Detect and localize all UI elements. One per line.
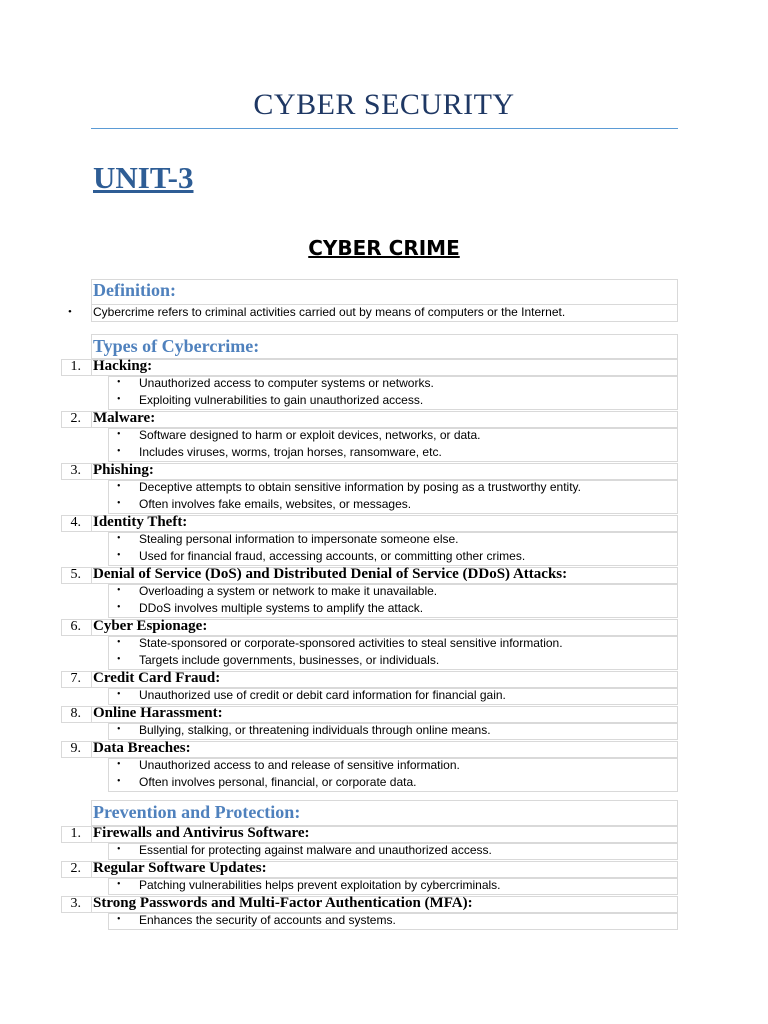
item-number: 1. bbox=[70, 359, 81, 374]
prevention-heading: Prevention and Protection: bbox=[93, 802, 301, 822]
item-title: Malware: bbox=[93, 410, 156, 426]
definition-heading: Definition: bbox=[93, 280, 176, 300]
bullet-dot: • bbox=[117, 550, 121, 561]
item-title: Identity Theft: bbox=[93, 514, 188, 530]
item-title-cell bbox=[91, 411, 678, 428]
item-point: Often involves fake emails, websites, or messages. bbox=[139, 497, 412, 511]
bullet-dot: • bbox=[117, 759, 121, 770]
bullet-dot: • bbox=[117, 429, 121, 440]
item-number: 9. bbox=[70, 741, 81, 756]
item-point: Stealing personal information to impersonate someone else. bbox=[139, 532, 459, 546]
bullet-dot: • bbox=[117, 776, 121, 787]
bullet-dot: • bbox=[117, 533, 121, 544]
item-point: Overloading a system or network to make it unavailable. bbox=[139, 584, 438, 598]
bullet-dot: • bbox=[117, 914, 121, 925]
item-number: 3. bbox=[70, 463, 81, 478]
bullet-dot: • bbox=[117, 377, 121, 388]
item-title: Hacking: bbox=[93, 358, 153, 374]
bullet-dot: • bbox=[117, 844, 121, 855]
bullet-dot: • bbox=[117, 689, 121, 700]
item-number: 3. bbox=[70, 896, 81, 911]
item-point: DDoS involves multiple systems to amplify the attack. bbox=[139, 601, 424, 615]
item-point: Patching vulnerabilities helps prevent exploitation by cybercriminals. bbox=[139, 878, 501, 892]
unit-heading: UNIT-3 bbox=[93, 160, 194, 195]
item-number: 1. bbox=[70, 826, 81, 841]
definition-term: Cybercrime bbox=[93, 305, 155, 319]
bullet-dot: • bbox=[117, 446, 121, 457]
bullet-dot: • bbox=[117, 481, 121, 492]
item-title: Denial of Service (DoS) and Distributed Denial of Service (DDoS) Attacks: bbox=[93, 566, 568, 582]
item-title: Strong Passwords and Multi-Factor Authentication (MFA): bbox=[93, 895, 473, 911]
bullet-dot: • bbox=[117, 602, 121, 613]
item-title-cell bbox=[91, 463, 678, 480]
item-title: Online Harassment: bbox=[93, 705, 223, 721]
item-point: Software designed to harm or exploit devices, networks, or data. bbox=[139, 428, 481, 442]
bullet-dot: • bbox=[117, 498, 121, 509]
item-point: Targets include governments, businesses, or individuals. bbox=[139, 653, 440, 667]
definition-bullet: • bbox=[68, 306, 72, 318]
item-number: 6. bbox=[70, 619, 81, 634]
definition-body: refers to criminal activities carried out by means of computers or the Internet. bbox=[154, 305, 566, 319]
item-point: Includes viruses, worms, trojan horses, ransomware, etc. bbox=[139, 445, 442, 459]
item-title-cell bbox=[91, 359, 678, 376]
item-title: Firewalls and Antivirus Software: bbox=[93, 825, 310, 841]
item-title: Cyber Espionage: bbox=[93, 618, 208, 634]
item-number: 5. bbox=[70, 567, 81, 582]
item-number: 8. bbox=[70, 706, 81, 721]
item-point: Often involves personal, financial, or corporate data. bbox=[139, 775, 417, 789]
item-title: Credit Card Fraud: bbox=[93, 670, 221, 686]
item-number: 2. bbox=[70, 411, 81, 426]
definition-text bbox=[93, 305, 565, 319]
item-point: Essential for protecting against malware and unauthorized access. bbox=[139, 843, 492, 857]
item-title: Phishing: bbox=[93, 462, 154, 478]
topic-heading: CYBER CRIME bbox=[308, 236, 460, 260]
item-point: Used for financial fraud, accessing accounts, or committing other crimes. bbox=[139, 549, 526, 563]
item-point: State-sponsored or corporate-sponsored activities to steal sensitive information. bbox=[139, 636, 563, 650]
bullet-dot: • bbox=[117, 654, 121, 665]
document-title: CYBER SECURITY bbox=[253, 88, 515, 121]
bullet-dot: • bbox=[117, 394, 121, 405]
title-rule bbox=[91, 128, 678, 129]
item-number: 2. bbox=[70, 861, 81, 876]
item-point: Unauthorized access to computer systems or networks. bbox=[139, 376, 434, 390]
bullet-dot: • bbox=[117, 585, 121, 596]
item-point: Unauthorized use of credit or debit card information for financial gain. bbox=[139, 688, 506, 702]
item-point: Bullying, stalking, or threatening individuals through online means. bbox=[139, 723, 491, 737]
types-heading: Types of Cybercrime: bbox=[93, 336, 260, 356]
item-number: 7. bbox=[70, 671, 81, 686]
bullet-dot: • bbox=[117, 879, 121, 890]
bullet-dot: • bbox=[117, 724, 121, 735]
item-point: Enhances the security of accounts and systems. bbox=[139, 913, 396, 927]
item-title: Regular Software Updates: bbox=[93, 860, 267, 876]
item-title: Data Breaches: bbox=[93, 740, 191, 756]
item-point: Deceptive attempts to obtain sensitive information by posing as a trustworthy entity. bbox=[139, 480, 581, 494]
bullet-dot: • bbox=[117, 637, 121, 648]
item-point: Unauthorized access to and release of sensitive information. bbox=[139, 758, 460, 772]
item-point: Exploiting vulnerabilities to gain unauthorized access. bbox=[139, 393, 424, 407]
item-number: 4. bbox=[70, 515, 81, 530]
